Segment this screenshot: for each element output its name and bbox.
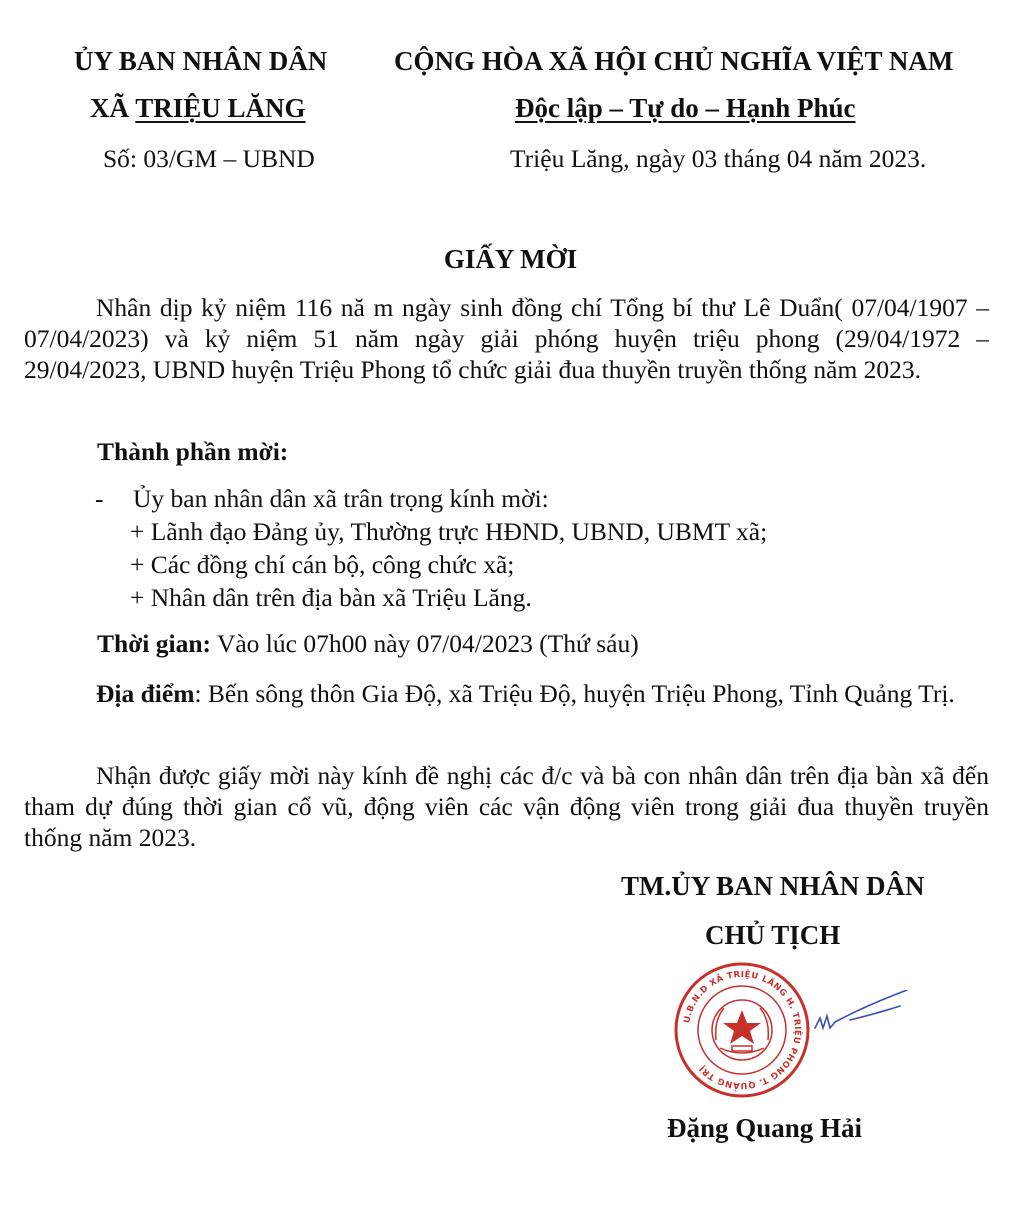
national-title: CỘNG HÒA XÃ HỘI CHỦ NGHĨA VIỆT NAM [394, 46, 954, 76]
issuer-commune-prefix: XÃ [90, 93, 136, 123]
location-value: : Bến sông thôn Gia Độ, xã Triệu Độ, huyện Triệu Phong, Tỉnh Quảng Trị. [194, 679, 955, 708]
signatory-name: Đặng Quang Hải [667, 1113, 863, 1143]
time-label: Thời gian: [97, 629, 212, 658]
signatory-org: TM.ỦY BAN NHÂN DÂN [621, 871, 925, 901]
document-number-suffix: – UBND [217, 144, 315, 173]
intro-text: Nhân dịp kỷ niệm 116 nă m ngày sinh đồng chí Tổng bí thư Lê Duẩn( 07/04/1907 – 07/04/2023) và kỷ niệm 51 năm ngày giải phóng huyện triệu phong (29/04/1972 – 29/04/2023, UBND huyện Triệu Phong tổ chức giải đua thuyền truyền thống năm 2023. [24, 293, 989, 384]
closing-text: Nhận được giấy mời này kính đề nghị các đ/c và bà con nhân dân trên địa bàn xã đến tham dự đúng thời gian cổ vũ, động viên các vận động viên trong giải đua thuyền truyền thống năm 2023. [24, 761, 989, 852]
time-value: Vào lúc 07h00 này 07/04/2023 (Thứ sáu) [211, 629, 639, 658]
document-number-code: 03/GM [143, 144, 218, 173]
attendees-lead: Ủy ban nhân dân xã trân trọng kính mời: [133, 484, 549, 513]
attendee-item: + Lãnh đạo Đảng ủy, Thường trực HĐND, UBND, UBMT xã; [130, 517, 768, 546]
closing-paragraph [24, 760, 989, 853]
signatory-title: CHỦ TỊCH [705, 920, 841, 950]
document-title: GIẤY MỜI [443, 244, 578, 274]
issuer-commune-name: TRIỆU LĂNG [135, 93, 306, 123]
intro-paragraph [24, 292, 989, 385]
attendee-item: + Các đồng chí cán bộ, công chức xã; [130, 550, 515, 579]
place-date: Triệu Lăng, ngày 03 tháng 04 năm 2023. [510, 144, 927, 173]
issuer-name: ỦY BAN NHÂN DÂN [74, 46, 328, 76]
stamp-text: U.B.N.D XÃ TRIỆU LĂNG H. TRIỆU PHONG T. QUẢNG TRỊ [682, 969, 803, 1091]
national-motto: Độc lập – Tự do – Hạnh Phúc [515, 93, 856, 123]
attendees-dash: - [95, 484, 104, 513]
document-number-prefix: Số: [103, 144, 144, 173]
attendees-heading: Thành phần mời: [97, 437, 289, 466]
attendee-item: + Nhân dân trên địa bàn xã Triệu Lăng. [130, 583, 532, 612]
document-number [103, 143, 315, 175]
time-line [97, 628, 639, 660]
location-paragraph [24, 678, 989, 709]
handwritten-signature [790, 990, 910, 1050]
issuer-commune [90, 93, 306, 124]
location-label: Địa điểm [96, 679, 195, 708]
emblem-icon [712, 1000, 772, 1060]
